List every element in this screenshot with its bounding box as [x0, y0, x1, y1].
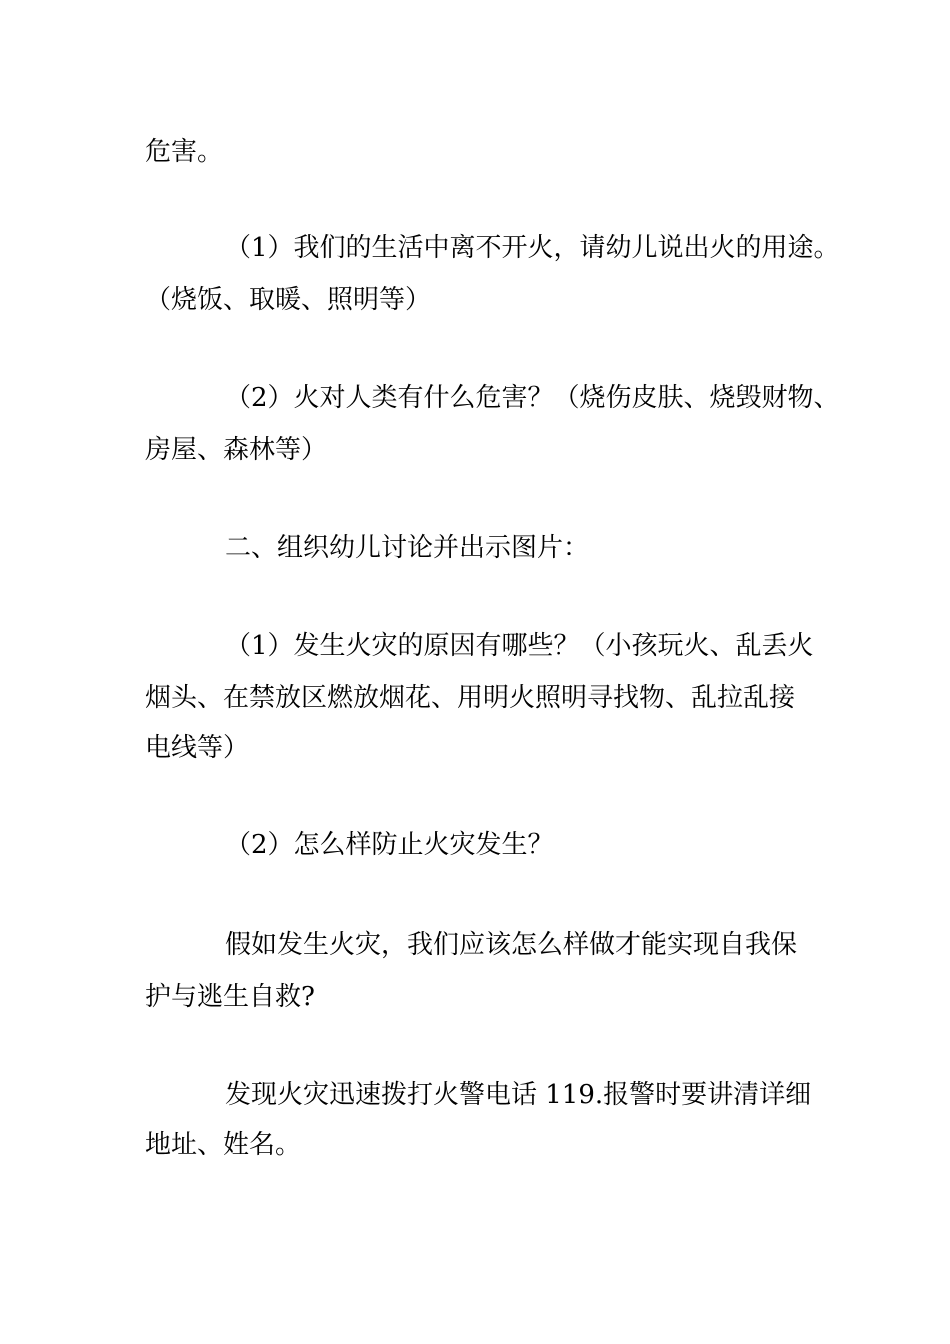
- paragraph-line: 危害。: [145, 137, 224, 167]
- paragraph-line: 假如发生火灾，我们应该怎么样做才能实现自我保: [225, 930, 798, 960]
- paragraph-line: （1）发生火灾的原因有哪些？（小孩玩火、乱丢火: [225, 631, 814, 661]
- paragraph-line: 电线等）: [145, 733, 250, 763]
- paragraph-line: （1）我们的生活中离不开火，请幼儿说出火的用途。: [225, 233, 840, 263]
- paragraph-line: 护与逃生自救?: [145, 982, 315, 1012]
- paragraph-line: （2）怎么样防止火灾发生？: [225, 830, 554, 860]
- section-heading: 二、组织幼儿讨论并出示图片：: [225, 533, 590, 563]
- paragraph-line: （烧饭、取暖、照明等）: [145, 285, 432, 315]
- paragraph-line: 房屋、森林等）: [145, 435, 328, 465]
- paragraph-line: 地址、姓名。: [145, 1130, 302, 1160]
- paragraph-line: 烟头、在禁放区燃放烟花、用明火照明寻找物、乱拉乱接: [145, 683, 796, 713]
- paragraph-line: 发现火灾迅速拨打火警电话 119.报警时要讲清详细: [225, 1080, 812, 1110]
- paragraph-line: （2）火对人类有什么危害？（烧伤皮肤、烧毁财物、: [225, 383, 840, 413]
